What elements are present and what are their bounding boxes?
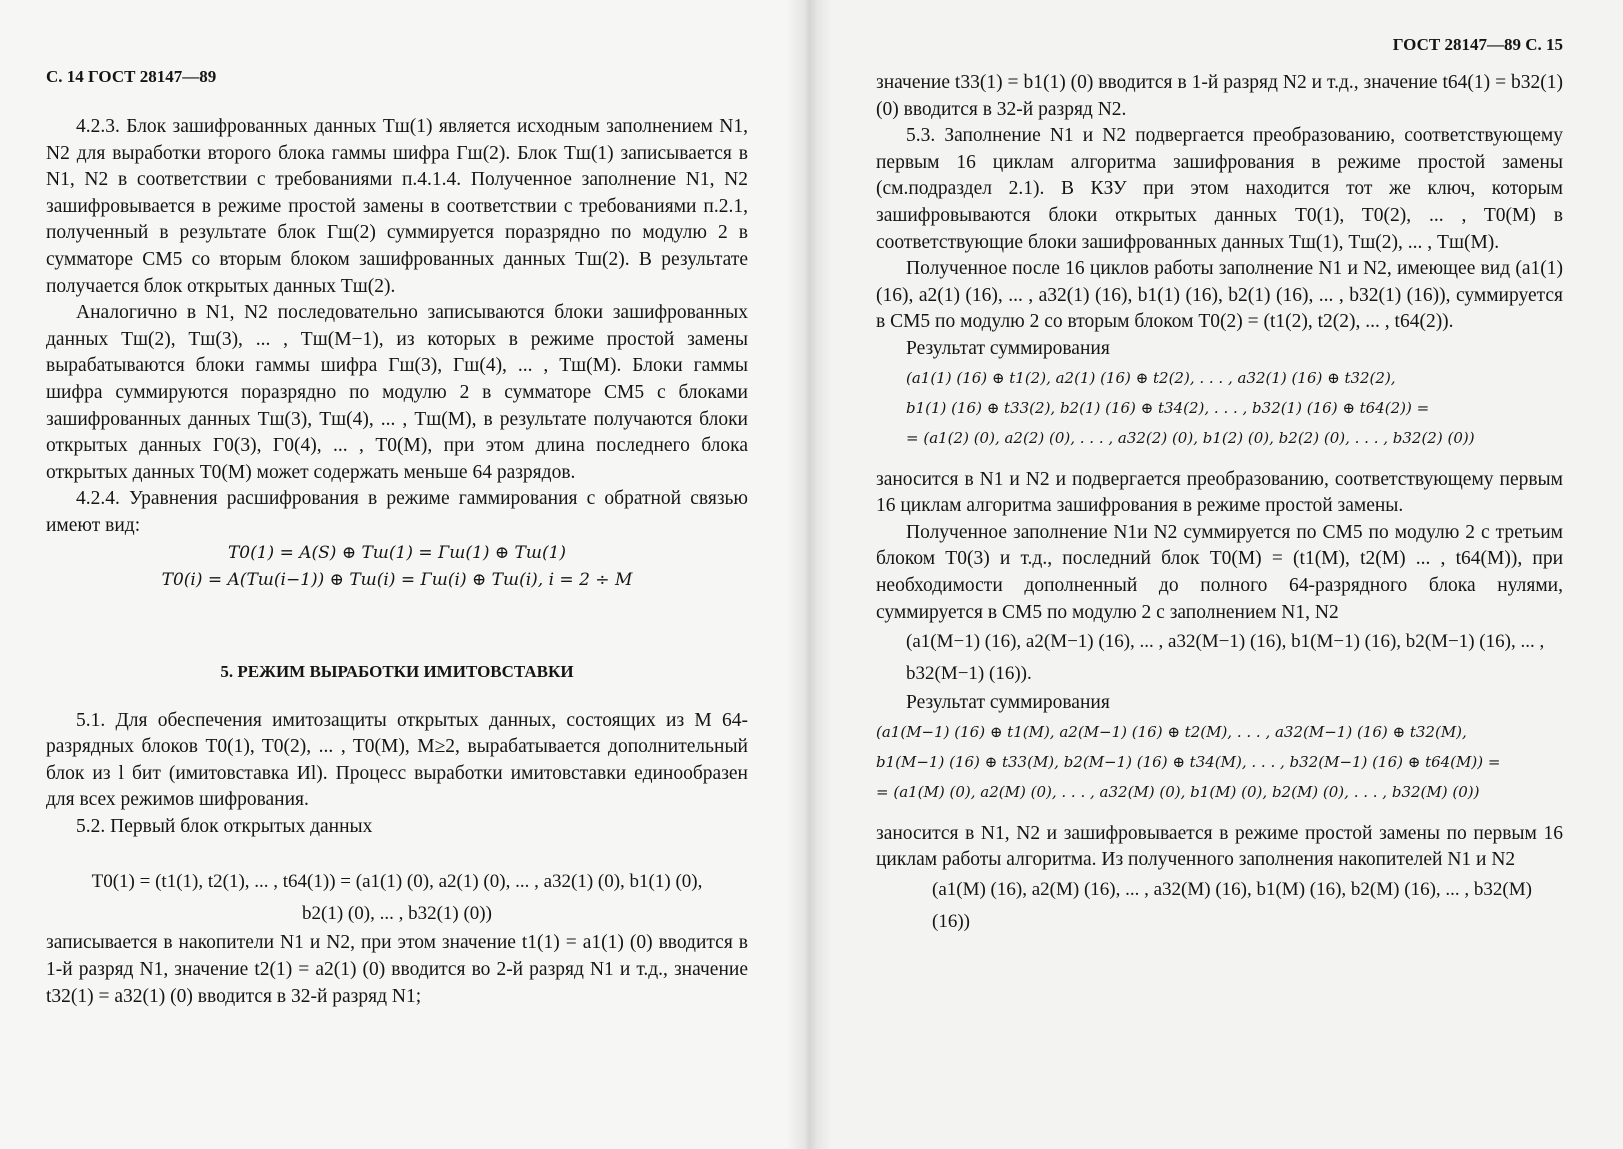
- formula-first-block-2: b2(1) (0), ... , b32(1) (0)): [302, 903, 492, 925]
- formula-m-1: (a1(М−1) (16), a2(М−1) (16), ... , a32(М−1) (16), b1(М−1) (16), b2(М−1) (16), ... , b32(М−1) (16)).: [906, 631, 1545, 685]
- left-page-header: С. 14 ГОСТ 28147—89: [46, 67, 217, 86]
- paragraph-zanos-2: заносится в N1, N2 и зашифровывается в режиме простой замены по первым 16 циклам работы алгоритма. Из полученного заполнения накопителей N1 и N2: [876, 822, 1563, 871]
- right-page-header: ГОСТ 28147—89 С. 15: [1392, 35, 1563, 54]
- paragraph-4-2-3: 4.2.3. Блок зашифрованных данных Tш(1) является исходным заполнением N1, N2 для выработки второго блока гаммы шифра Гш(2). Блок Tш(1) записывается в N1, N2 в соответствии с требованиями п.4.1.4. Полученное заполнение N1, N2 зашифровывается в режиме простой замены в соответствии с требованиями п.2.1, полученный в результате блок Гш(2) суммируется поразрядно по модулю 2 в сумматоре CM5 со вторым блоком зашифрованных данных Tш(2). В результате получается блок открытых данных Tш(2).: [46, 116, 748, 297]
- paragraph-record: записывается в накопители N1 и N2, при этом значение t1(1) = a1(1) (0) вводится в 1-й разряд N1, значение t2(1) = a2(1) (0) вводится во 2-й разряд N1 и т.д., значение t32(1) = a32(1) (0) вводится в 32-й разряд N1;: [46, 932, 748, 1007]
- equation-result-2b: b1(М−1) (16) ⊕ t33(М), b2(М−1) (16) ⊕ t34(М), . . . , b32(М−1) (16) ⊕ t64(М)) =: [876, 752, 1501, 771]
- book-gutter: [786, 0, 832, 1149]
- formula-first-block-1: T0(1) = (t1(1), t2(1), ... , t64(1)) = (a1(1) (0), a2(1) (0), ... , a32(1) (0), b1(1) (0),: [91, 871, 703, 893]
- paragraph-4-2-4: 4.2.4. Уравнения расшифрования в режиме гаммирования с обратной связью имеют вид:: [46, 488, 748, 536]
- equation-decrypt-1: T0(1) = A(S) ⊕ Tш(1) = Гш(1) ⊕ Tш(1): [227, 542, 567, 563]
- equation-result-2a: (a1(М−1) (16) ⊕ t1(М), a2(М−1) (16) ⊕ t2(М), . . . , a32(М−1) (16) ⊕ t32(М),: [876, 722, 1467, 741]
- equation-result-1b: b1(1) (16) ⊕ t33(2), b2(1) (16) ⊕ t34(2), . . . , b32(1) (16) ⊕ t64(2)) =: [906, 398, 1430, 417]
- result-label-1: Результат суммирования: [906, 337, 1110, 359]
- paragraph-analog: Аналогично в N1, N2 последовательно записываются блоки зашифрованных данных Tш(2), Tш(3), ... , Tш(М−1), из которых в режиме простой замены вырабатываются блоки гаммы шифра Гш(3), Гш(4), ... , Tш(М). Блоки гаммы шифра суммируются поразрядно по модулю 2 в сумматоре CM5 с блоками зашифрованных данных Tш(3), Tш(4), ... , Tш(М), в результате получаются блоки открытых данных Г0(3), Г0(4), ... , T0(М), при этом длина последнего блока открытых данных T0(М) может содержать меньше 64 разрядов.: [46, 302, 748, 483]
- equation-decrypt-i: T0(i) = A(Tш(i−1)) ⊕ Tш(i) = Гш(i) ⊕ Tш(i), i = 2 ÷ M: [161, 569, 633, 590]
- paragraph-after-16-cycles: Полученное после 16 циклов работы заполнение N1 и N2, имеющее вид (a1(1) (16), a2(1) (16), ... , a32(1) (16), b1(1) (16), b2(1) (16), ... , b32(1) (16)), суммируется в CM5 по модулю 2 со вторым блоком T0(2) = (t1(2), t2(2), ... , t64(2)).: [876, 258, 1563, 333]
- paragraph-5-1: 5.1. Для обеспечения имитозащиты открытых данных, состоящих из M 64-разрядных блоков T0(1), T0(2), ... , T0(М), M≥2, вырабатывается дополнительный блок из l бит (имитовставка Иl). Процесс выработки имитовставки единообразен для всех режимов шифрования.: [46, 709, 748, 811]
- paragraph-5-3: 5.3. Заполнение N1 и N2 подвергается преобразованию, соответствующему первым 16 циклам алгоритма зашифрования в режиме простой замены (см.подраздел 2.1). В КЗУ при этом находится тот же ключ, которым зашифровываются блоки открытых данных T0(1), T0(2), ... , T0(М) в соответствующие блоки зашифрованных данных Tш(1), Tш(2), ... , Tш(М).: [876, 125, 1563, 253]
- left-page: [0, 0, 806, 1149]
- paragraph-zanos-1: заносится в N1 и N2 и подвергается преобразованию, соответствующему первым 16 циклам алгоритма зашифрования в режиме простой замены.: [876, 468, 1563, 517]
- paragraph-zapolnenie: Полученное заполнение N1и N2 суммируется по CM5 по модулю 2 с третьим блоком T0(3) и т.д., последний блок T0(М) = (t1(М), t2(М) ... , t64(М)), при необходимости дополненный до полного 64-разрядного блока нулями, суммируется в CM5 по модулю 2 с заполнением N1, N2: [876, 521, 1563, 623]
- equation-result-2c: = (a1(М) (0), a2(М) (0), . . . , a32(М) (0), b1(М) (0), b2(М) (0), . . . , b32(М) (0)): [876, 782, 1480, 801]
- right-page: [806, 0, 1623, 1149]
- paragraph-continuation: значение t33(1) = b1(1) (0) вводится в 1-й разряд N2 и т.д., значение t64(1) = b32(1) (0) вводится в 32-й разряд N2.: [876, 72, 1563, 120]
- equation-result-1a: (a1(1) (16) ⊕ t1(2), a2(1) (16) ⊕ t2(2), . . . , a32(1) (16) ⊕ t32(2),: [906, 368, 1396, 387]
- formula-final: (a1(М) (16), a2(М) (16), ... , a32(М) (16), b1(М) (16), b2(М) (16), ... , b32(М) (16)): [932, 878, 1532, 932]
- result-label-2: Результат суммирования: [906, 692, 1110, 714]
- paragraph-5-2: 5.2. Первый блок открытых данных: [76, 815, 373, 837]
- section-title: 5. РЕЖИМ ВЫРАБОТКИ ИМИТОВСТАВКИ: [220, 661, 574, 681]
- equation-result-1c: = (a1(2) (0), a2(2) (0), . . . , a32(2) (0), b1(2) (0), b2(2) (0), . . . , b32(2) (0)): [906, 428, 1475, 447]
